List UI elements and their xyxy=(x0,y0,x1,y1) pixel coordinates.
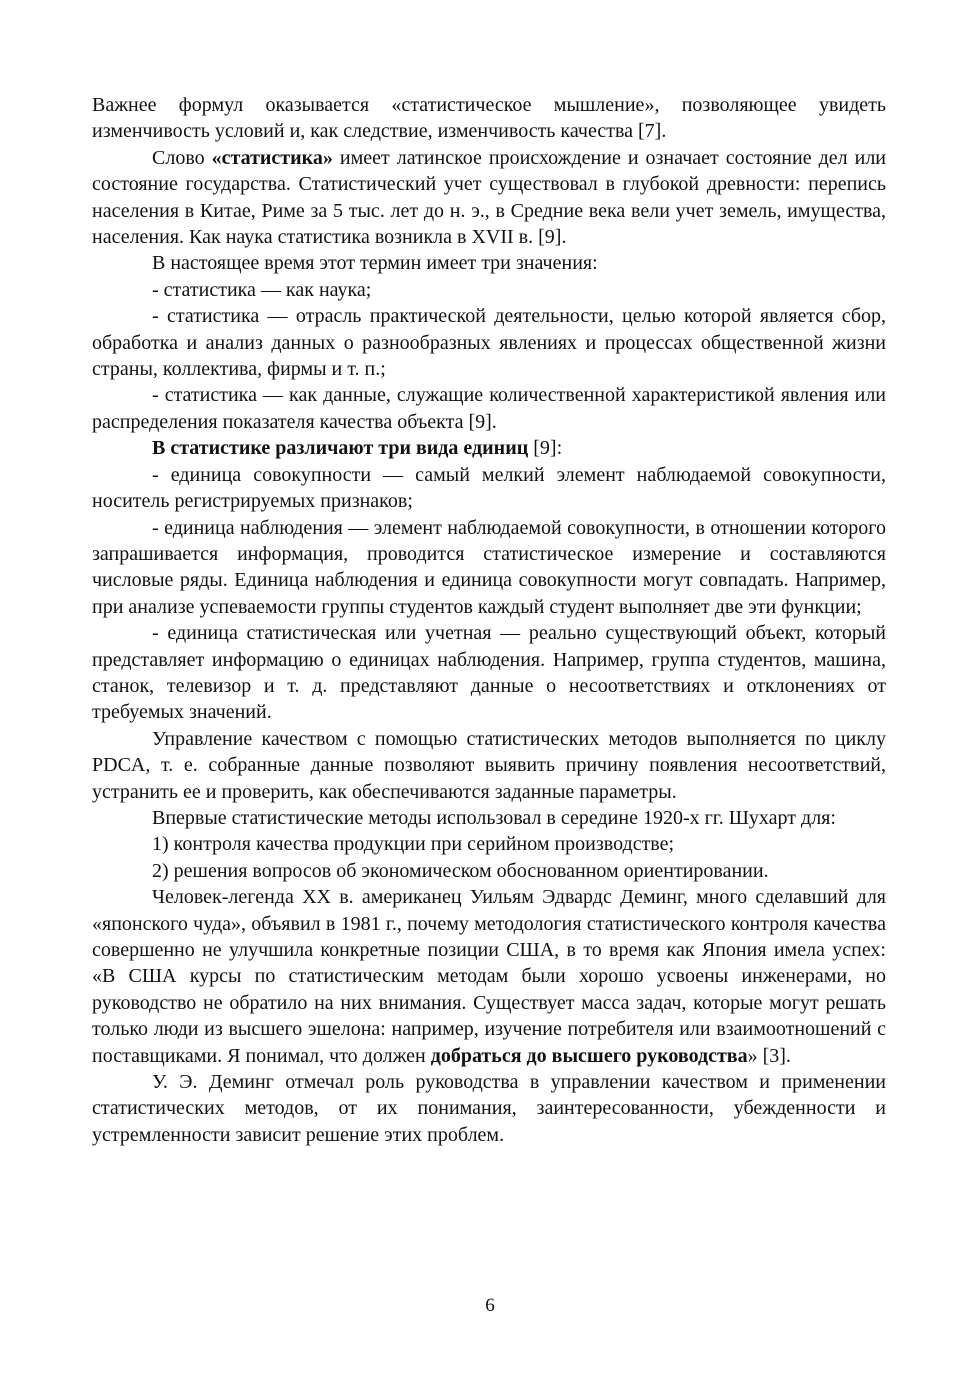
paragraph-text: Человек-легенда XX в. американец Уильям Эдвардс Деминг, много сделавший для «японского чуда», объявил в 1981 г., почему методология статистического контроля качества совершенно не улучшила конкретные позиции США, в то время как Япония имела успех: «В США курсы по статистическим методам были хорошо усвоены инженерами, но руководство не обратило на них внимания. Существует масса задач, которые могут решать только люди из высшего эшелона: например, изучение потребителя или взаимоотношений с поставщиками. Я понимал, что должен xyxy=(92,886,886,1067)
paragraph-deming-quote xyxy=(92,884,886,1069)
paragraph-text: - единица наблюдения — элемент наблюдаемой совокупности, в отношении которого запрашивается информация, проводится статистическое измерение и составляются числовые ряды. Единица наблюдения и единица совокупности могут совпадать. Например, при анализе успеваемости группы студентов каждый студент выполняет две эти функции; xyxy=(92,516,886,618)
paragraph-text: 2) решения вопросов об экономическом обоснованном ориентировании. xyxy=(152,859,769,882)
page-body xyxy=(92,92,886,1148)
paragraph-text: » [3]. xyxy=(747,1044,791,1067)
paragraph-text: Слово xyxy=(152,146,212,169)
paragraph-text: - статистика — как наука; xyxy=(152,278,372,301)
paragraph-intro xyxy=(92,92,886,145)
list-item-shewhart-1 xyxy=(92,831,886,857)
paragraph-text: - единица совокупности — самый мелкий элемент наблюдаемой совокупности, носитель регистрируемых признаков; xyxy=(92,463,886,513)
list-item-unit-population xyxy=(92,462,886,515)
paragraph-text: В настоящее время этот термин имеет три значения: xyxy=(152,252,598,275)
paragraph-pdca xyxy=(92,726,886,805)
paragraph-text: Впервые статистические методы использовал в середине 1920-х гг. Шухарт для: xyxy=(152,806,836,829)
paragraph-text: У. Э. Деминг отмечал роль руководства в управлении качеством и применении статистических методов, от их понимания, заинтересованности, убежденности и устремленности зависит решение этих проблем. xyxy=(92,1071,886,1146)
list-item-unit-observation xyxy=(92,515,886,621)
paragraph-text: 1) контроля качества продукции при серийном производстве; xyxy=(152,833,675,856)
paragraph-deming-conclusion xyxy=(92,1069,886,1148)
list-item-shewhart-2 xyxy=(92,858,886,884)
top-management-bold: добраться до высшего руководства xyxy=(430,1044,748,1067)
list-item-meaning-science xyxy=(92,277,886,303)
paragraph-text: - статистика — отрасль практической деятельности, целью которой является сбор, обработка и анализ данных о разнообразных явлениях и процессах общественной жизни страны, коллектива, фирмы и т. п.; xyxy=(92,305,886,381)
paragraph-text: [9]: xyxy=(528,437,563,460)
list-item-unit-statistical xyxy=(92,620,886,726)
paragraph-text: - единица статистическая или учетная — реально существующий объект, который представляет информацию о единицах наблюдения. Например, группа студентов, машина, станок, телевизор и т. д. представляют данные о несоответствиях и отклонениях от требуемых значений. xyxy=(92,622,886,724)
paragraph-statistics-origin xyxy=(92,145,886,251)
paragraph-shewhart xyxy=(92,805,886,831)
paragraph-text: Управление качеством с помощью статистических методов выполняется по циклу PDCA, т. е. собранные данные позволяют выявить причину появления несоответствий, устранить ее и проверить, как обеспечиваются заданные параметры. xyxy=(92,727,886,803)
paragraph-text: Важнее формул оказывается «статистическое мышление», позволяющее увидеть изменчивость условий и, как следствие, изменчивость качества [7]. xyxy=(92,94,886,143)
list-item-meaning-practice xyxy=(92,303,886,382)
list-item-meaning-data xyxy=(92,382,886,435)
paragraph-three-meanings xyxy=(92,250,886,276)
page-number: 6 xyxy=(485,1295,495,1316)
paragraph-text: имеет латинское происхождение и означает состояние дел или состояние государства. Статистический учет существовал в глубокой древности: перепись населения в Китае, Риме за 5 тыс. лет до н. э., в Средние века вели учет земель, имущества, населения. Как наука статистика возникла в XVII в. [9]. xyxy=(92,146,886,249)
paragraph-text: - статистика — как данные, служащие количественной характеристикой явления или распределения показателя качества объекта [9]. xyxy=(92,384,886,433)
term-statistics-bold: «статистика» xyxy=(211,146,333,169)
unit-types-bold: В статистике различают три вида единиц xyxy=(152,437,529,460)
paragraph-unit-types-heading xyxy=(92,435,886,461)
